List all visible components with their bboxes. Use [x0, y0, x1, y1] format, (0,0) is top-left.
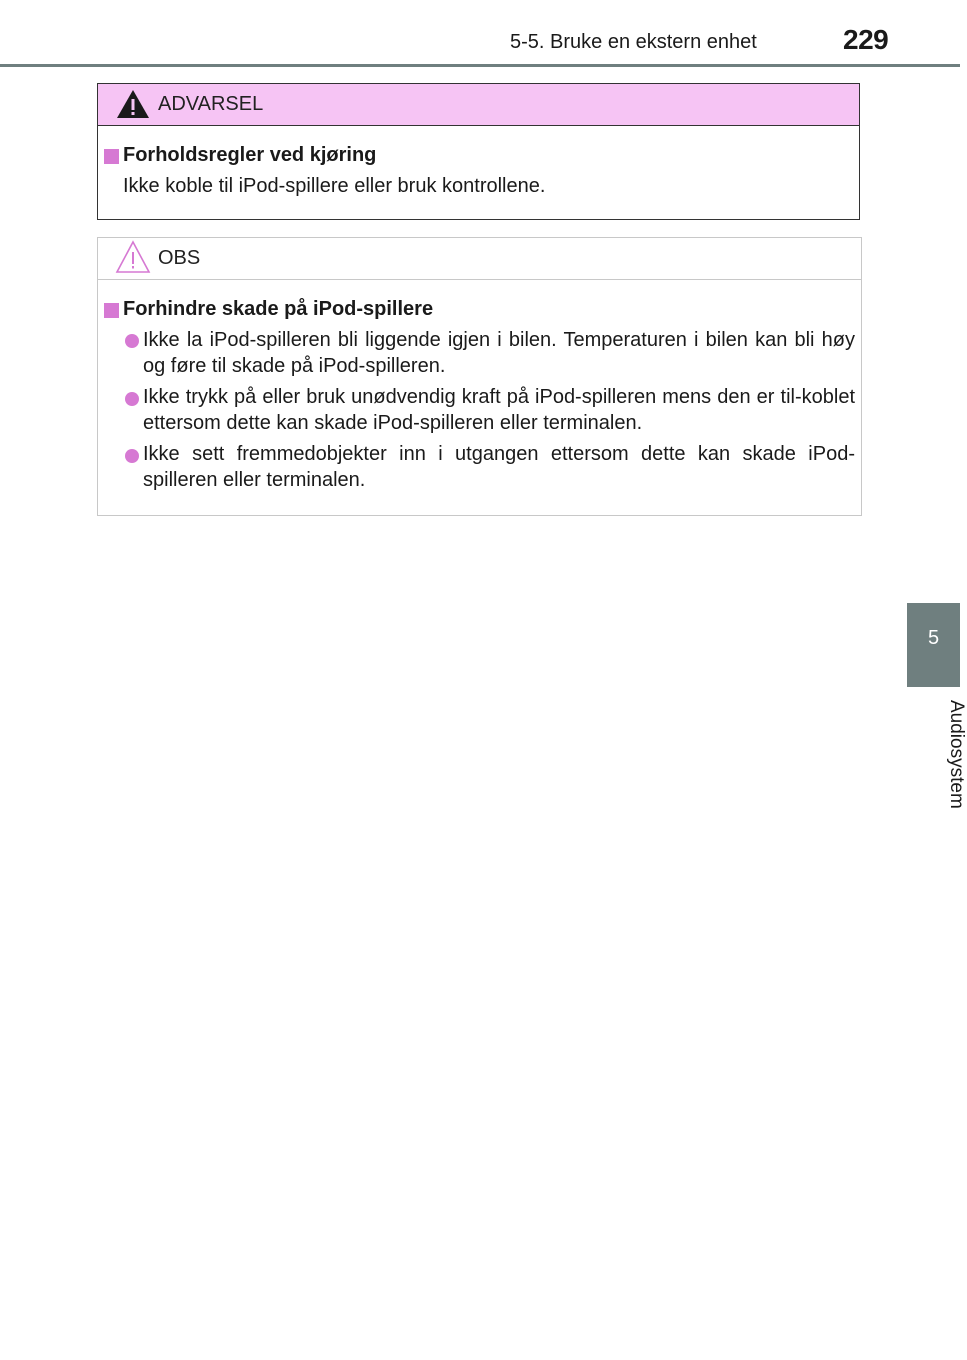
bullet-marker [125, 449, 139, 463]
chapter-tab [907, 603, 960, 687]
warning-triangle-outline-icon [115, 240, 151, 274]
bullet-marker [125, 334, 139, 348]
item-marker [104, 149, 119, 164]
notice-box-header [98, 238, 861, 280]
page-number: 229 [843, 24, 889, 55]
warning-box-header [98, 84, 859, 126]
header-rule [0, 64, 960, 67]
notice-bullet: Ikke sett fremmedobjekter inn i utgangen ettersom dette kan skade iPod-spilleren eller terminalen. [143, 443, 855, 491]
notice-box [97, 237, 862, 516]
notice-box-title: OBS [158, 247, 201, 269]
warning-item-title: Forholdsregler ved kjøring [123, 144, 377, 166]
item-marker [104, 303, 119, 318]
chapter-label: Audiosystem [946, 700, 967, 809]
warning-box [97, 83, 860, 220]
warning-box-title: ADVARSEL [158, 93, 264, 115]
notice-bullet: Ikke trykk på eller bruk unødvendig kraft på iPod-spilleren mens den er til-koblet ettersom dette kan skade iPod-spilleren eller terminalen. [143, 386, 855, 434]
section-title: 5-5. Bruke en ekstern enhet [510, 31, 757, 53]
notice-item-title: Forhindre skade på iPod-spillere [123, 298, 434, 320]
notice-bullet: Ikke la iPod-spilleren bli liggende igjen i bilen. Temperaturen i bilen kan bli høy og føre til skade på iPod-spilleren. [143, 329, 855, 377]
warning-triangle-filled-icon [115, 88, 151, 120]
warning-item-text: Ikke koble til iPod-spillere eller bruk kontrollene. [123, 175, 546, 197]
bullet-marker [125, 392, 139, 406]
chapter-number: 5 [927, 627, 940, 649]
